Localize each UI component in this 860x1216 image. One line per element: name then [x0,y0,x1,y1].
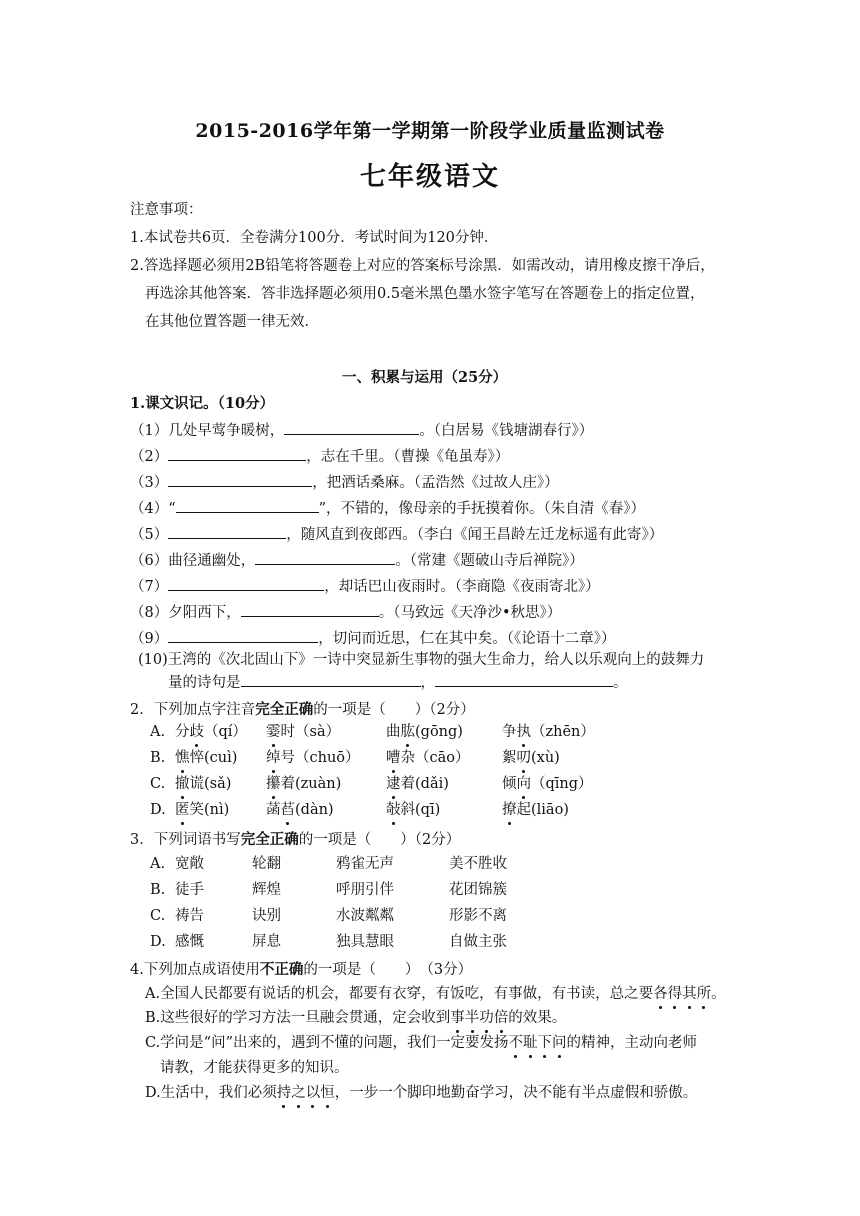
pinyin-word: 絮叨(xù) [502,750,560,766]
dotted-character: 歧 [189,724,204,740]
dotted-character: 向 [516,776,531,792]
pinyin-word: 分歧（qí） [175,724,247,740]
q1-item-4: （4）“ ”，不错的，像母亲的手抚摸着你。（朱自清《春》） [130,498,645,519]
option-word: 独具慧眼 [336,934,394,950]
pinyin-word: 绰号（chuō） [266,750,360,766]
q1-item-6: （6）曲径通幽处， 。（常建《题破山寺后禅院》） [130,550,584,571]
q1-item-8: （8）夕阳西下， 。（马致远《天净沙•秋思》） [130,602,561,623]
dotted-character: 撤 [175,776,190,792]
pinyin-word: 憔悴(cuì) [175,750,238,766]
answer-blank[interactable] [168,628,318,643]
dotted-character: 肱 [400,724,415,740]
option-label: B. [150,882,166,898]
dotted-phrase: 不耻下问 [508,1035,567,1051]
section-1-heading: 一、积累与运用（25分） [342,369,508,386]
option-word: 呼朋引伴 [336,882,394,898]
dotted-character: 憔 [175,750,190,766]
question-2-stem: 2．下列加点字注音完全正确的一项是（ ）（2分） [130,701,475,718]
dotted-character: 萏 [280,802,295,818]
dotted-character: 绰 [266,750,281,766]
answer-blank[interactable] [176,498,319,513]
q4-option-d: D.生活中，我们必须持之以恒，一步一个脚印地勤奋学习，决不能有半点虚假和骄傲。 [145,1085,698,1101]
dotted-phrase: 持之以恒 [276,1085,335,1101]
q1-item-10-line-2: 量的诗句是 ， 。 [168,672,628,693]
option-word: 诀别 [252,908,281,924]
pinyin-word: 嘈杂（cāo） [386,750,470,766]
question-3-stem: 3．下列词语书写完全正确的一项是（ ）（2分） [130,831,461,848]
option-label: A. [150,724,166,740]
pinyin-word: 倾向（qīng） [502,776,593,792]
pinyin-word: 撩起(liāo) [502,802,569,818]
dotted-character: 执 [516,724,531,740]
q1-item-9: （9） ，切问而近思，仁在其中矣。（《论语十二章》） [130,628,615,649]
option-label: B. [150,750,166,766]
answer-blank[interactable] [168,524,286,539]
option-word: 鸦雀无声 [336,856,394,872]
pinyin-word: 逮着(dǎi) [386,776,449,792]
q4-option-b: B.这些很好的学习方法一旦融会贯通，定会收到事半功倍的效果。 [145,1010,567,1026]
answer-blank[interactable] [241,672,421,687]
dotted-character: 撩 [502,802,517,818]
answer-blank[interactable] [255,550,395,565]
pinyin-word: 撤谎(sǎ) [175,776,232,792]
dotted-character: 霎 [266,724,281,740]
option-word: 轮翻 [252,856,281,872]
notice-heading: 注意事项： [130,202,203,218]
option-word: 感慨 [175,934,204,950]
answer-blank[interactable] [241,602,379,617]
option-word: 形影不离 [449,908,507,924]
dotted-phrase: 各得其所 [653,986,712,1002]
pinyin-word: 菡萏(dàn) [266,802,334,818]
q4-option-c: C.学问是“问”出来的，遇到不懂的问题，我们一定要发扬不耻下问的精神，主动向老师 [145,1035,698,1051]
option-word: 祷告 [175,908,204,924]
option-word: 美不胜收 [449,856,507,872]
dotted-character: 逮 [386,776,401,792]
notice-item-1: 1.本试卷共6页．全卷满分100分．考试时间为120分钟． [130,230,499,246]
pinyin-word: 匿笑(nì) [175,802,230,818]
answer-blank[interactable] [168,472,312,487]
option-word: 自做主张 [449,934,507,950]
dotted-character: 嘈 [386,750,401,766]
q1-item-3: （3） ，把酒话桑麻。（孟浩然《过故人庄》） [130,472,559,493]
exam-subject-title: 七年级语文 [359,162,500,192]
answer-blank[interactable] [168,446,306,461]
pinyin-word: 曲肱(gōng) [386,724,463,740]
q4-option-c-cont: 请教，才能获得更多的知识。 [160,1060,349,1076]
option-label: D. [150,802,166,818]
option-word: 水波粼粼 [336,908,394,924]
dotted-character: 匿 [175,802,190,818]
dotted-character: 攥 [266,776,281,792]
q1-item-5: （5） ，随风直到夜郎西。（李白《闻王昌龄左迁龙标遥有此寄》） [130,524,663,545]
q1-item-1: （1）几处早莺争暖树， 。（白居易《钱塘湖春行》） [130,420,593,441]
notice-item-2-line-2: 再选涂其他答案．答非选择题必须用0.5毫米黑色墨水签字笔写在答题卷上的指定位置， [145,286,705,302]
pinyin-word: 敧斜(qī) [386,802,441,818]
option-word: 宽敞 [175,856,204,872]
q4-option-a: A.全国人民都要有说话的机会，都要有衣穿，有饭吃，有事做，有书读，总之要各得其所。 [145,986,726,1002]
pinyin-word: 攥着(zuàn) [266,776,342,792]
dotted-phrase: 事半功倍 [450,1010,509,1026]
option-word: 辉煌 [252,882,281,898]
option-label: C. [150,908,166,924]
option-word: 徒手 [175,882,204,898]
q1-item-2: （2） ，志在千里。（曹操《龟虽寿》） [130,446,509,467]
q1-item-10-line-1: (10)王湾的《次北固山下》一诗中突显新生事物的强大生命力，给人以乐观向上的鼓舞力 [138,652,705,668]
option-word: 屏息 [252,934,281,950]
question-4-stem: 4.下列加点成语使用不正确的一项是（ ） （3分） [130,961,473,978]
pinyin-word: 霎时（sà） [266,724,341,740]
pinyin-word: 争执（zhēn） [502,724,595,740]
answer-blank[interactable] [435,672,613,687]
question-1-heading: 1.课文识记。（10分） [130,395,275,412]
dotted-character: 敧 [386,802,401,818]
option-label: D. [150,934,166,950]
answer-blank[interactable] [168,576,324,591]
dotted-character: 叨 [516,750,531,766]
option-label: A. [150,856,166,872]
option-word: 花团锦簇 [449,882,507,898]
notice-item-2-line-3: 在其他位置答题一律无效． [145,314,319,330]
exam-title: 2015-2016学年第一学期第一阶段学业质量监测试卷 [195,120,665,142]
answer-blank[interactable] [284,420,419,435]
notice-item-2-line-1: 2.答选择题必须用2B铅笔将答题卷上对应的答案标号涂黑．如需改动，请用橡皮擦干净后， [130,258,715,274]
option-label: C. [150,776,166,792]
q1-item-7: （7） ，却话巴山夜雨时。（李商隐《夜雨寄北》） [130,576,600,597]
